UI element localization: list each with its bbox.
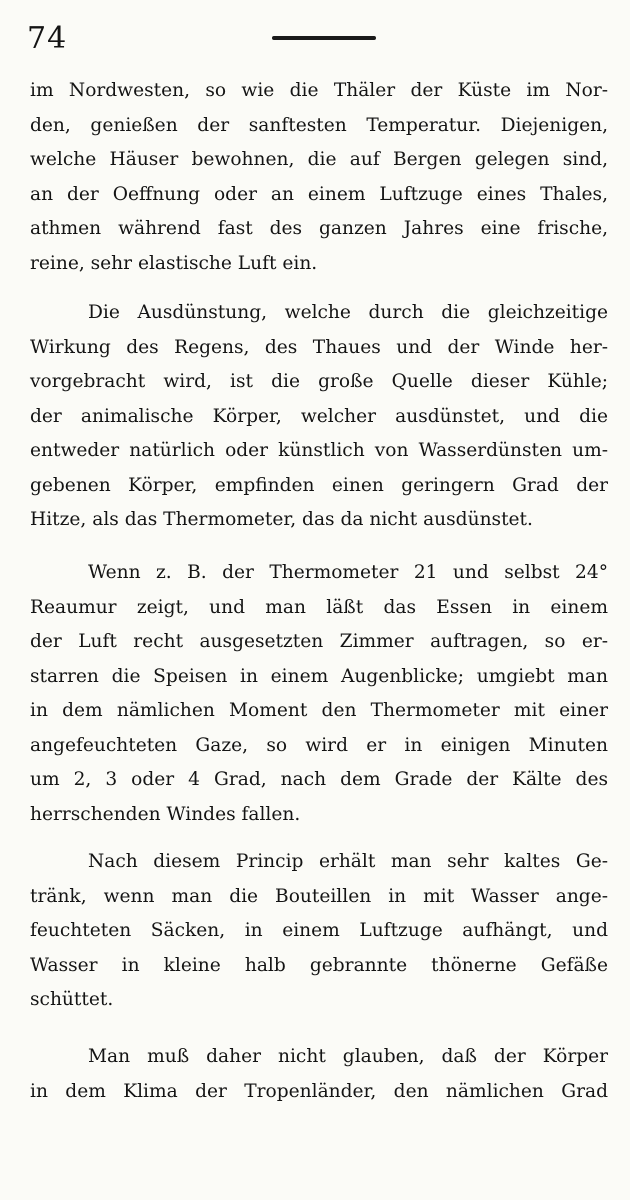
page-number: 74	[27, 21, 68, 56]
text-line: tränk, wenn man die Bouteillen in mit Wasser ange-	[30, 885, 608, 907]
text-line: herrschenden Windes fallen.	[30, 803, 301, 825]
text-line: in dem Klima der Tropenländer, den nämlichen Grad	[30, 1080, 608, 1102]
paragraph	[30, 1040, 608, 1109]
text-line: Wasser in kleine halb gebrannte thönerne Gefäße	[30, 954, 608, 976]
header-rule	[272, 36, 376, 40]
text-line: athmen während fast des ganzen Jahres eine frische,	[30, 218, 608, 239]
text-line: in dem nämlichen Moment den Thermometer mit einer	[30, 700, 608, 721]
text-line: schüttet.	[30, 989, 114, 1010]
text-line: Hitze, als das Thermometer, das da nicht ausdünstet.	[30, 509, 533, 530]
text-line: Wirkung des Regens, des Thaues und der Winde her-	[30, 336, 608, 358]
paragraph	[30, 296, 608, 538]
paragraph	[30, 74, 608, 281]
text-line: feuchteten Säcken, in einem Luftzuge aufhängt, und	[30, 920, 608, 941]
text-line: vorgebracht wird, ist die große Quelle dieser Kühle;	[30, 371, 608, 392]
text-line: Reaumur zeigt, und man läßt das Essen in einem	[30, 596, 608, 618]
text-line: an der Oeffnung oder an einem Luftzuge eines Thales,	[30, 183, 608, 205]
paragraph	[30, 556, 608, 832]
text-line: gebenen Körper, empfinden einen geringern Grad der	[30, 474, 608, 496]
text-line: den, genießen der sanftesten Temperatur. Diejenigen,	[30, 114, 608, 136]
text-line: im Nordwesten, so wie die Thäler der Küste im Nor-	[30, 80, 608, 101]
text-line: Die Ausdünstung, welche durch die gleichzeitige	[88, 302, 608, 323]
text-line: angefeuchteten Gaze, so wird er in einigen Minuten	[30, 734, 608, 756]
text-line: Nach diesem Princip erhält man sehr kaltes Ge-	[88, 851, 608, 872]
text-line: Wenn z. B. der Thermometer 21 und selbst 24°	[88, 562, 608, 583]
text-line: welche Häuser bewohnen, die auf Bergen gelegen sind,	[30, 149, 608, 170]
text-line: reine, sehr elastische Luft ein.	[30, 252, 318, 274]
text-line: Man muß daher nicht glauben, daß der Körper	[88, 1046, 608, 1067]
text-line: entweder natürlich oder künstlich von Wasserdünsten um-	[30, 440, 608, 461]
paragraph	[30, 845, 608, 1018]
text-line: starren die Speisen in einem Augenblicke; umgiebt man	[30, 665, 608, 687]
text-line: um 2, 3 oder 4 Grad, nach dem Grade der Kälte des	[30, 769, 608, 790]
text-line: der Luft recht ausgesetzten Zimmer auftragen, so er-	[30, 631, 608, 652]
text-line: der animalische Körper, welcher ausdünstet, und die	[30, 405, 608, 427]
